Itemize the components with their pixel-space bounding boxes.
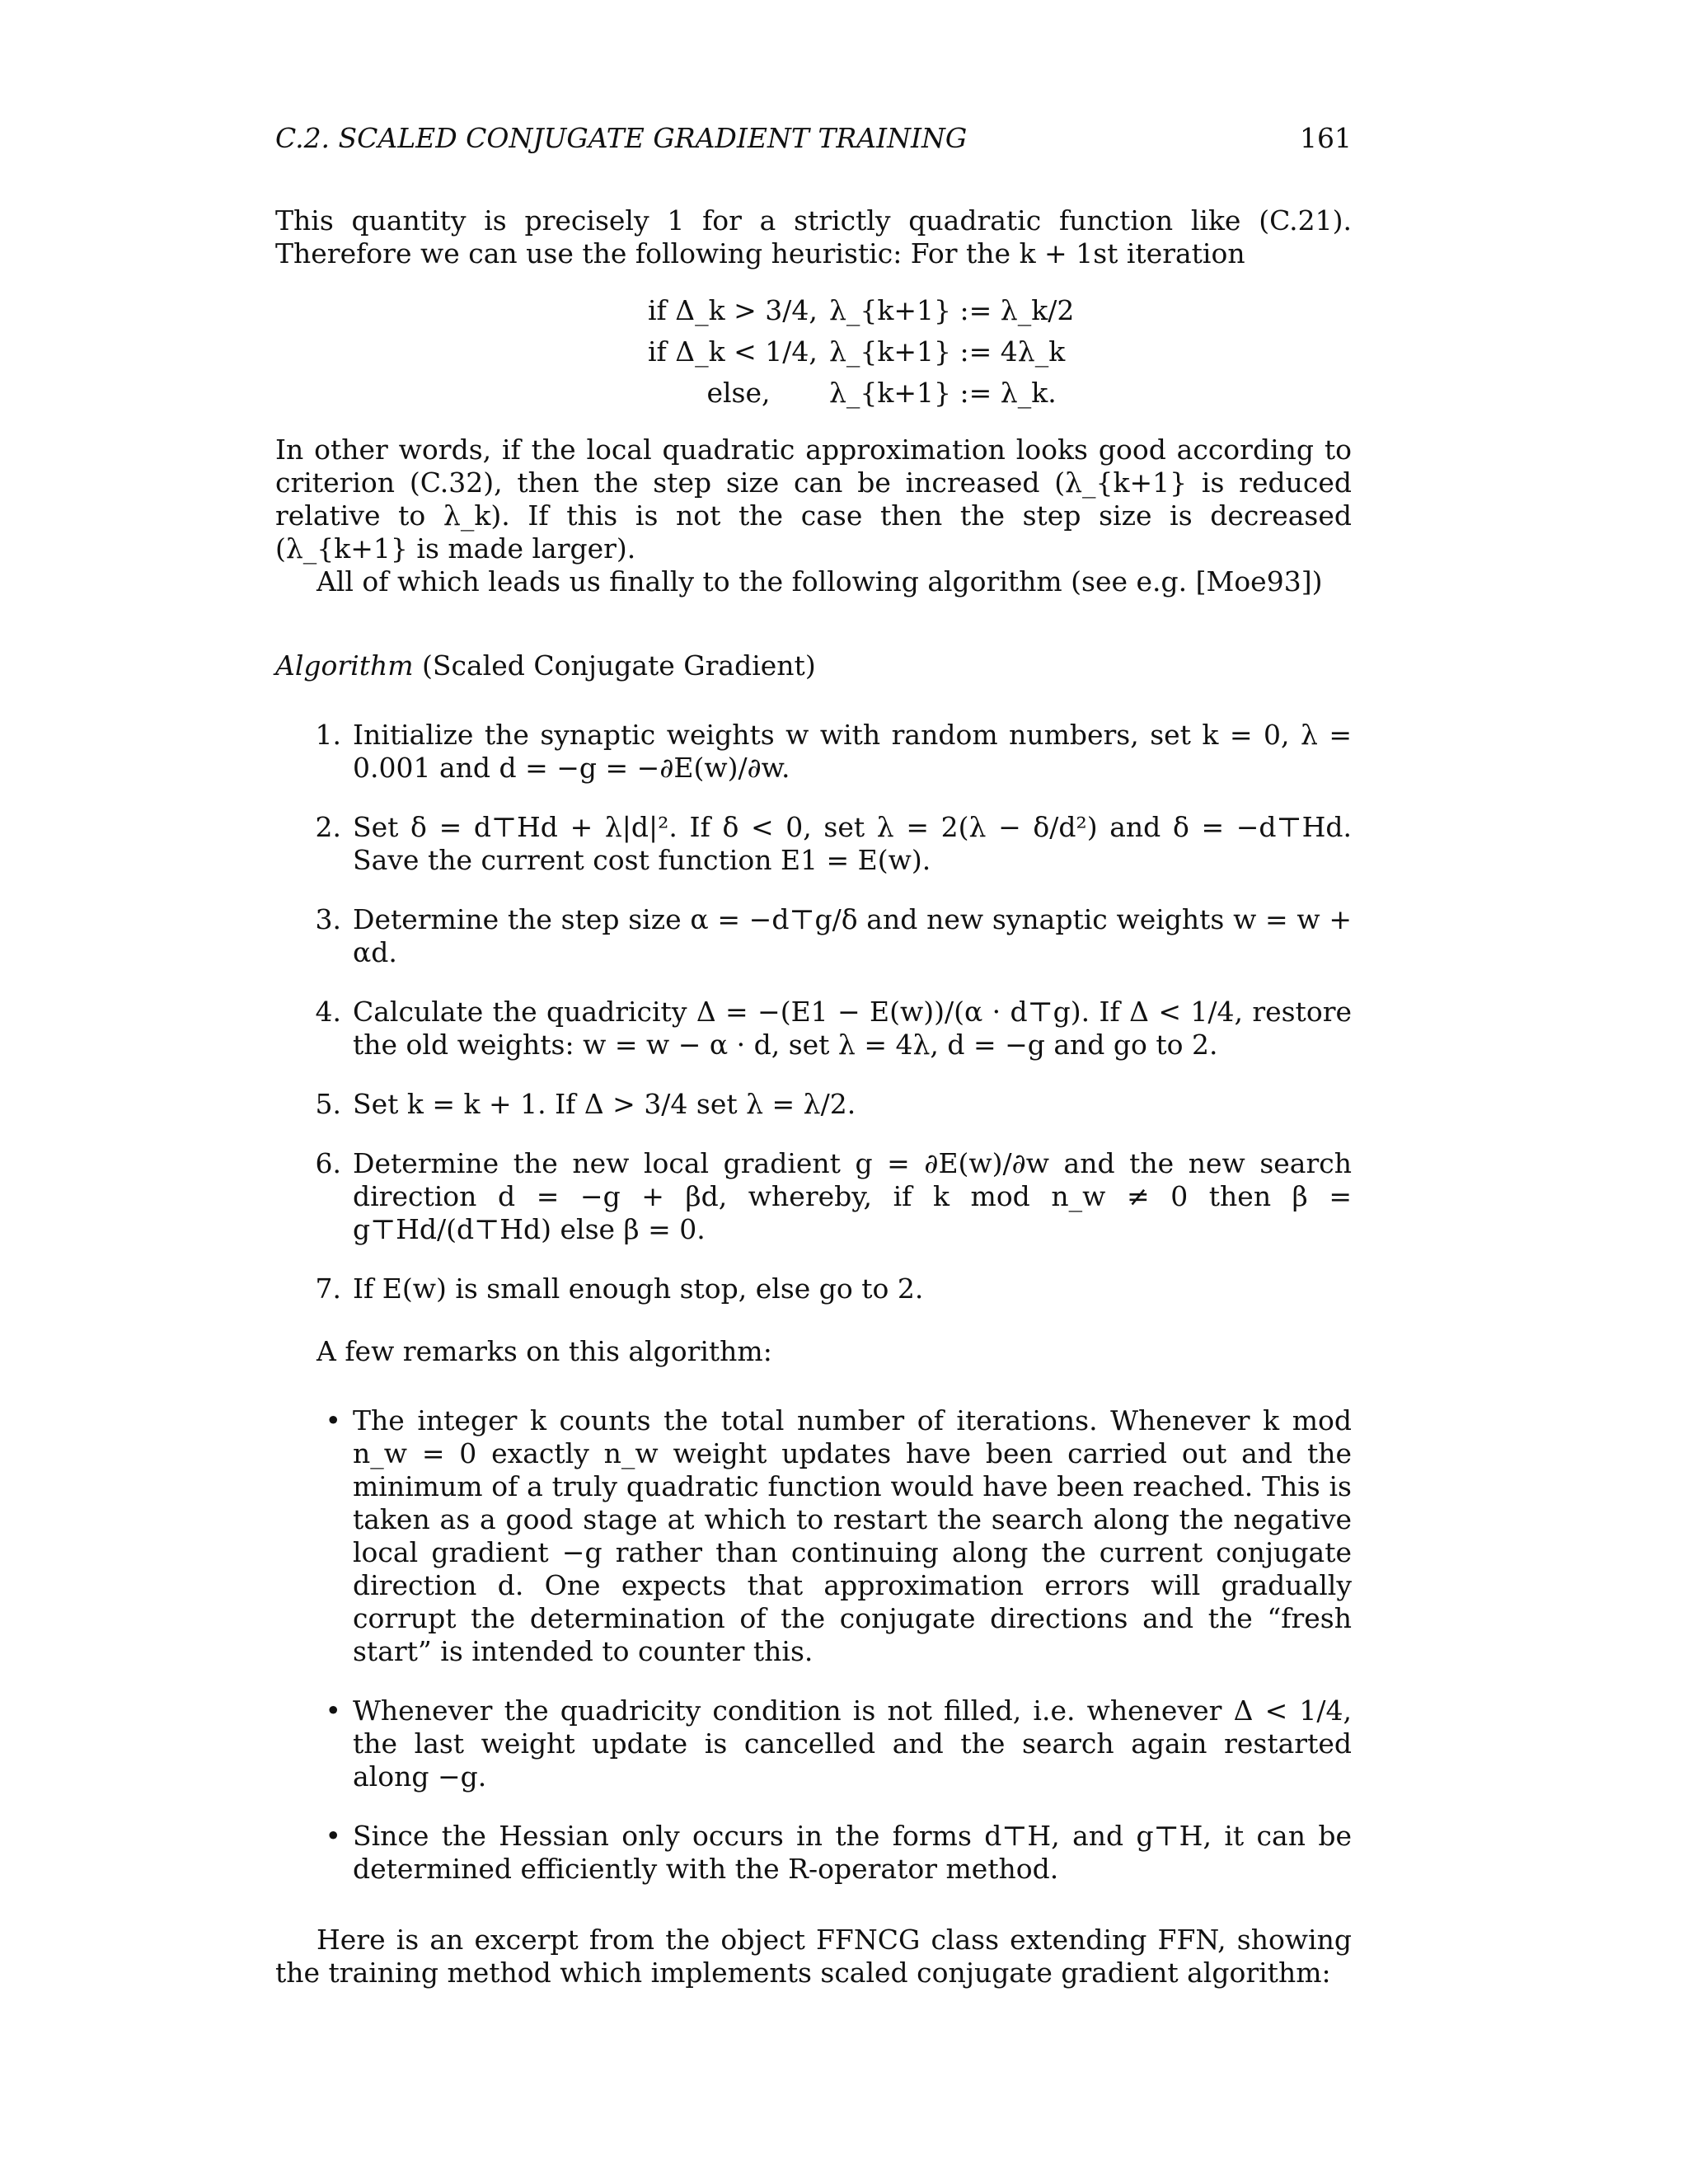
update-rule-cases	[648, 290, 1142, 414]
algorithm-heading	[275, 649, 1352, 682]
case-rule: λ_{k+1} := λ_k.	[829, 377, 1057, 409]
remark-text: Whenever the quadricity condition is not filled, i.e. whenever Δ < 1/4, the last weight update is cancelled and the search again restarted along −g.	[353, 1694, 1352, 1793]
page	[275, 122, 1352, 1990]
step-text: Calculate the quadricity Δ = −(E1 − E(w))/(α · d⊤g). If Δ < 1/4, restore the old weights: w = w − α · d, set λ = 4λ, d = −g and go to 2.	[353, 996, 1352, 1061]
remark-text: The integer k counts the total number of iterations. Whenever k mod n_w = 0 exactly n_w weight updates have been carried out and the minimum of a truly quadratic function would have been reached. This is taken as a good stage at which to restart the search along the negative local gradient −g rather than continuing along the current conjugate direction d. One expects that approximation errors will gradually corrupt the determination of the conjugate directions and the “fresh start” is intended to counter this.	[353, 1404, 1352, 1667]
closing-paragraph: Here is an excerpt from the object FFNCG class extending FFN, showing the training method which implements scaled conjugate gradient algorithm:	[275, 1924, 1352, 1989]
remarks-list	[275, 1404, 1352, 1886]
case-rule: λ_{k+1} := λ_k/2	[829, 294, 1075, 326]
case-row	[648, 290, 1142, 331]
algorithm-step: 1. Initialize the synaptic weights w with random numbers, set k = 0, λ = 0.001 and d = −g = −∂E(w)/∂w.	[315, 719, 1352, 784]
algorithm-steps	[275, 719, 1352, 1305]
bullet-icon: •	[325, 1694, 341, 1727]
algorithm-step: 4. Calculate the quadricity Δ = −(E1 − E(w))/(α · d⊤g). If Δ < 1/4, restore the old weights: w = w − α · d, set λ = 4λ, d = −g and go to 2.	[315, 996, 1352, 1061]
case-row	[648, 373, 1142, 414]
step-text: Set k = k + 1. If Δ > 3/4 set λ = λ/2.	[353, 1088, 856, 1120]
algorithm-step: 2. Set δ = d⊤Hd + λ|d|². If δ < 0, set λ = 2(λ − δ/d²) and δ = −d⊤Hd. Save the current cost function E1 = E(w).	[315, 811, 1352, 876]
algorithm-step: 6. Determine the new local gradient g = ∂E(w)/∂w and the new search direction d = −g + βd, whereby, if k mod n_w ≠ 0 then β = g⊤Hd/(d⊤Hd) else β = 0.	[315, 1147, 1352, 1245]
case-rule: λ_{k+1} := 4λ_k	[829, 335, 1066, 368]
remark-item	[275, 1694, 1352, 1793]
remark-item	[275, 1820, 1352, 1886]
bullet-icon: •	[325, 1404, 341, 1436]
running-header	[275, 122, 1352, 155]
case-condition: if Δ_k > 3/4,	[648, 294, 818, 326]
algorithm-label: Algorithm	[275, 649, 414, 682]
remarks-intro: A few remarks on this algorithm:	[316, 1335, 772, 1367]
step-text: Set δ = d⊤Hd + λ|d|². If δ < 0, set λ = 2(λ − δ/d²) and δ = −d⊤Hd. Save the current cost function E1 = E(w).	[353, 811, 1352, 876]
remark-item	[275, 1404, 1352, 1668]
step-text: If E(w) is small enough stop, else go to 2.	[353, 1272, 924, 1305]
case-condition: if Δ_k < 1/4,	[648, 335, 818, 368]
case-condition: else,	[706, 377, 771, 409]
algorithm-step: 7. If E(w) is small enough stop, else go to 2.	[275, 1272, 1352, 1305]
running-title: C.2. SCALED CONJUGATE GRADIENT TRAINING	[275, 122, 968, 154]
bullet-icon: •	[325, 1820, 341, 1852]
step-text: Determine the step size α = −d⊤g/δ and new synaptic weights w = w + αd.	[353, 903, 1352, 968]
algorithm-lead-paragraph: All of which leads us finally to the following algorithm (see e.g. [Moe93])	[316, 565, 1323, 598]
step-text: Initialize the synaptic weights w with random numbers, set k = 0, λ = 0.001 and d = −g = −∂E(w)/∂w.	[353, 719, 1352, 784]
algorithm-step: 3. Determine the step size α = −d⊤g/δ and new synaptic weights w = w + αd.	[315, 903, 1352, 968]
case-row	[648, 331, 1142, 373]
intro-paragraph: This quantity is precisely 1 for a strictly quadratic function like (C.21). Therefore we can use the following heuristic: For the k + 1st iteration	[275, 204, 1352, 269]
remark-text: Since the Hessian only occurs in the forms d⊤H, and g⊤H, it can be determined efficiently with the R-operator method.	[353, 1820, 1352, 1885]
algorithm-name: (Scaled Conjugate Gradient)	[422, 649, 816, 682]
algorithm-step: 5. Set k = k + 1. If Δ > 3/4 set λ = λ/2.	[275, 1088, 1352, 1121]
explanation-paragraph: In other words, if the local quadratic approximation looks good according to criterion (C.32), then the step size can be increased (λ_{k+1} is reduced relative to λ_k). If this is not the case then the step size is decreased (λ_{k+1} is made larger).	[275, 434, 1352, 565]
step-text: Determine the new local gradient g = ∂E(w)/∂w and the new search direction d = −g + βd, whereby, if k mod n_w ≠ 0 then β = g⊤Hd/(d⊤Hd) else β = 0.	[353, 1147, 1352, 1245]
page-number: 161	[1300, 122, 1352, 154]
